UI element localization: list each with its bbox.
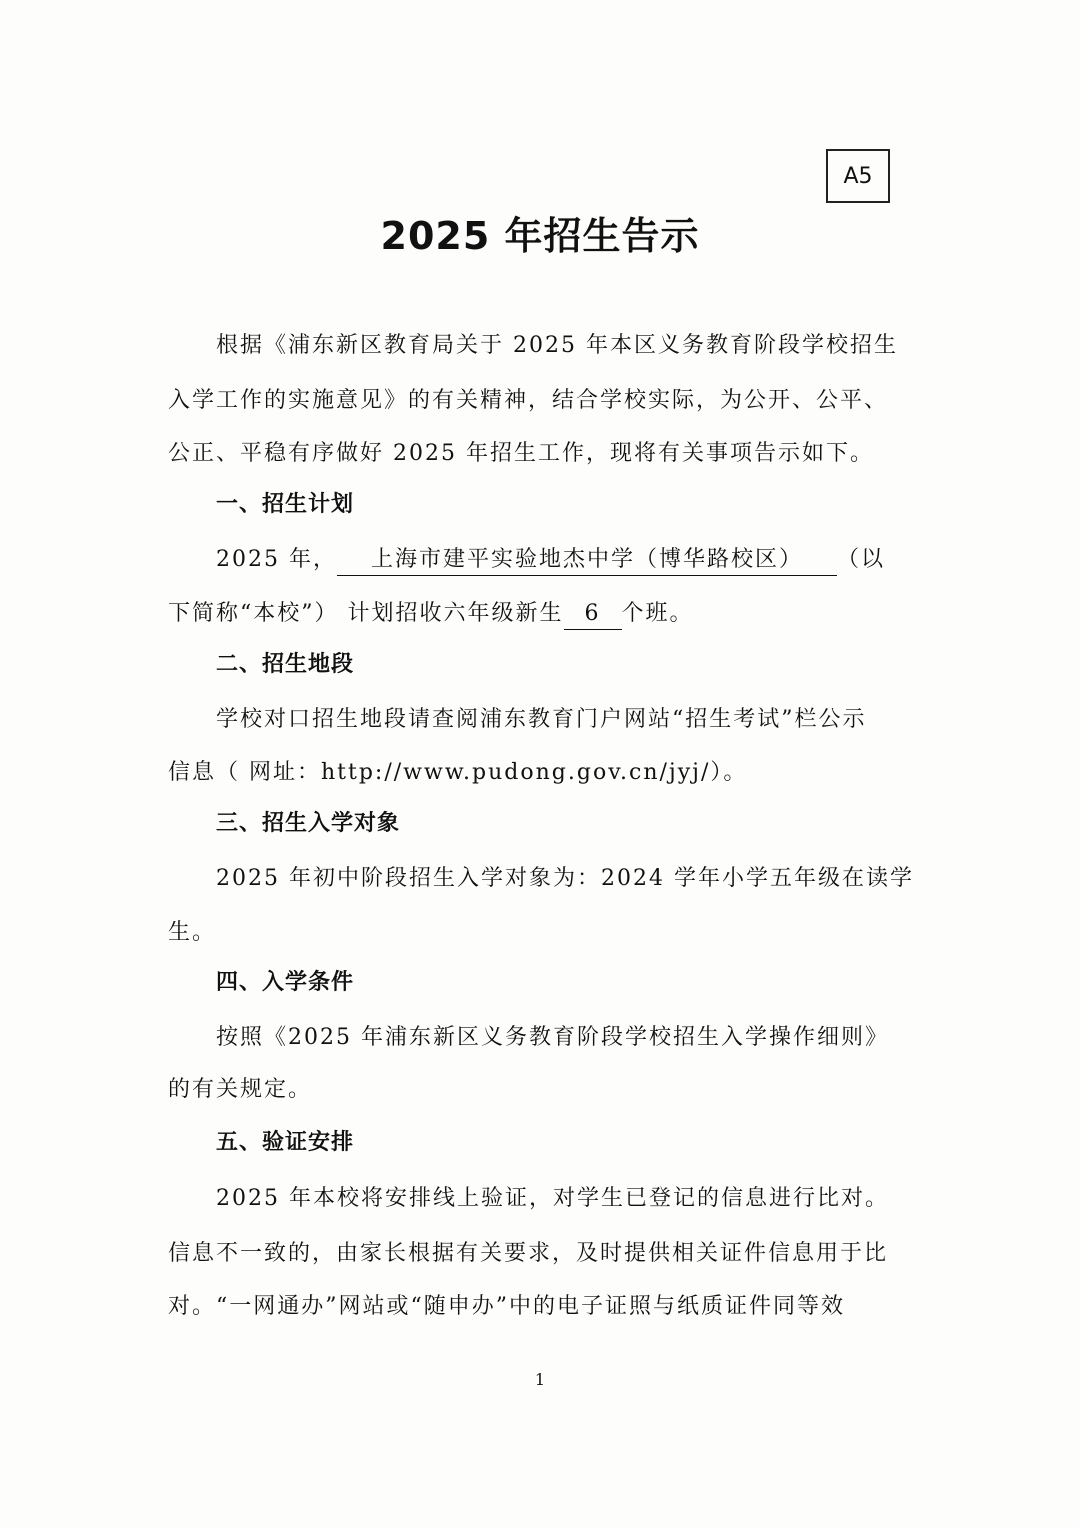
- page-number: 1: [534, 1370, 546, 1389]
- conditions-line-1: 按照《2025 年浦东新区义务教育阶段学校招生入学操作细则》: [216, 1025, 889, 1050]
- intro-line-2: 入学工作的实施意见》的有关精神，结合学校实际，为公开、公平、: [168, 388, 889, 413]
- verification-line-1: 2025 年本校将安排线上验证，对学生已登记的信息进行比对。: [216, 1186, 889, 1211]
- plan-line-2: [168, 597, 888, 631]
- plan-line-1: [216, 543, 888, 577]
- conditions-line-2: 的有关规定。: [168, 1077, 313, 1102]
- section-heading-district: 二、招生地段: [216, 652, 355, 677]
- section-heading-target: 三、招生入学对象: [216, 811, 401, 836]
- district-line-1: 学校对口招生地段请查阅浦东教育门户网站“招生考试”栏公示: [216, 707, 867, 732]
- intro-line-1: 根据《浦东新区教育局关于 2025 年本区义务教育阶段学校招生: [216, 333, 898, 358]
- target-line-2: 生。: [168, 920, 217, 945]
- plan-line-2-prefix: 下简称“本校”） 计划招收六年级新生: [168, 601, 564, 626]
- document-title: 2025 年招生告示: [380, 214, 700, 258]
- plan-line-1-suffix: （以: [836, 547, 885, 572]
- school-name-blank: 上海市建平实验地杰中学（博华路校区）: [337, 545, 837, 576]
- plan-line-1-prefix: 2025 年，: [216, 547, 337, 572]
- section-heading-plan: 一、招生计划: [216, 492, 355, 517]
- document-tag-box: A5: [826, 149, 890, 203]
- district-line-2: 信息（ 网址：http://www.pudong.gov.cn/jyj/）。: [168, 760, 748, 785]
- class-count-blank: 6: [564, 599, 622, 630]
- target-line-1: 2025 年初中阶段招生入学对象为：2024 学年小学五年级在读学: [216, 866, 914, 891]
- verification-line-2: 信息不一致的，由家长根据有关要求，及时提供相关证件信息用于比: [168, 1241, 889, 1266]
- verification-line-3: 对。“一网通办”网站或“随申办”中的电子证照与纸质证件同等效: [168, 1294, 845, 1319]
- plan-line-2-suffix: 个班。: [621, 601, 694, 626]
- intro-line-3: 公正、平稳有序做好 2025 年招生工作，现将有关事项告示如下。: [168, 441, 874, 466]
- section-heading-verification: 五、验证安排: [216, 1130, 355, 1155]
- section-heading-conditions: 四、入学条件: [216, 970, 355, 995]
